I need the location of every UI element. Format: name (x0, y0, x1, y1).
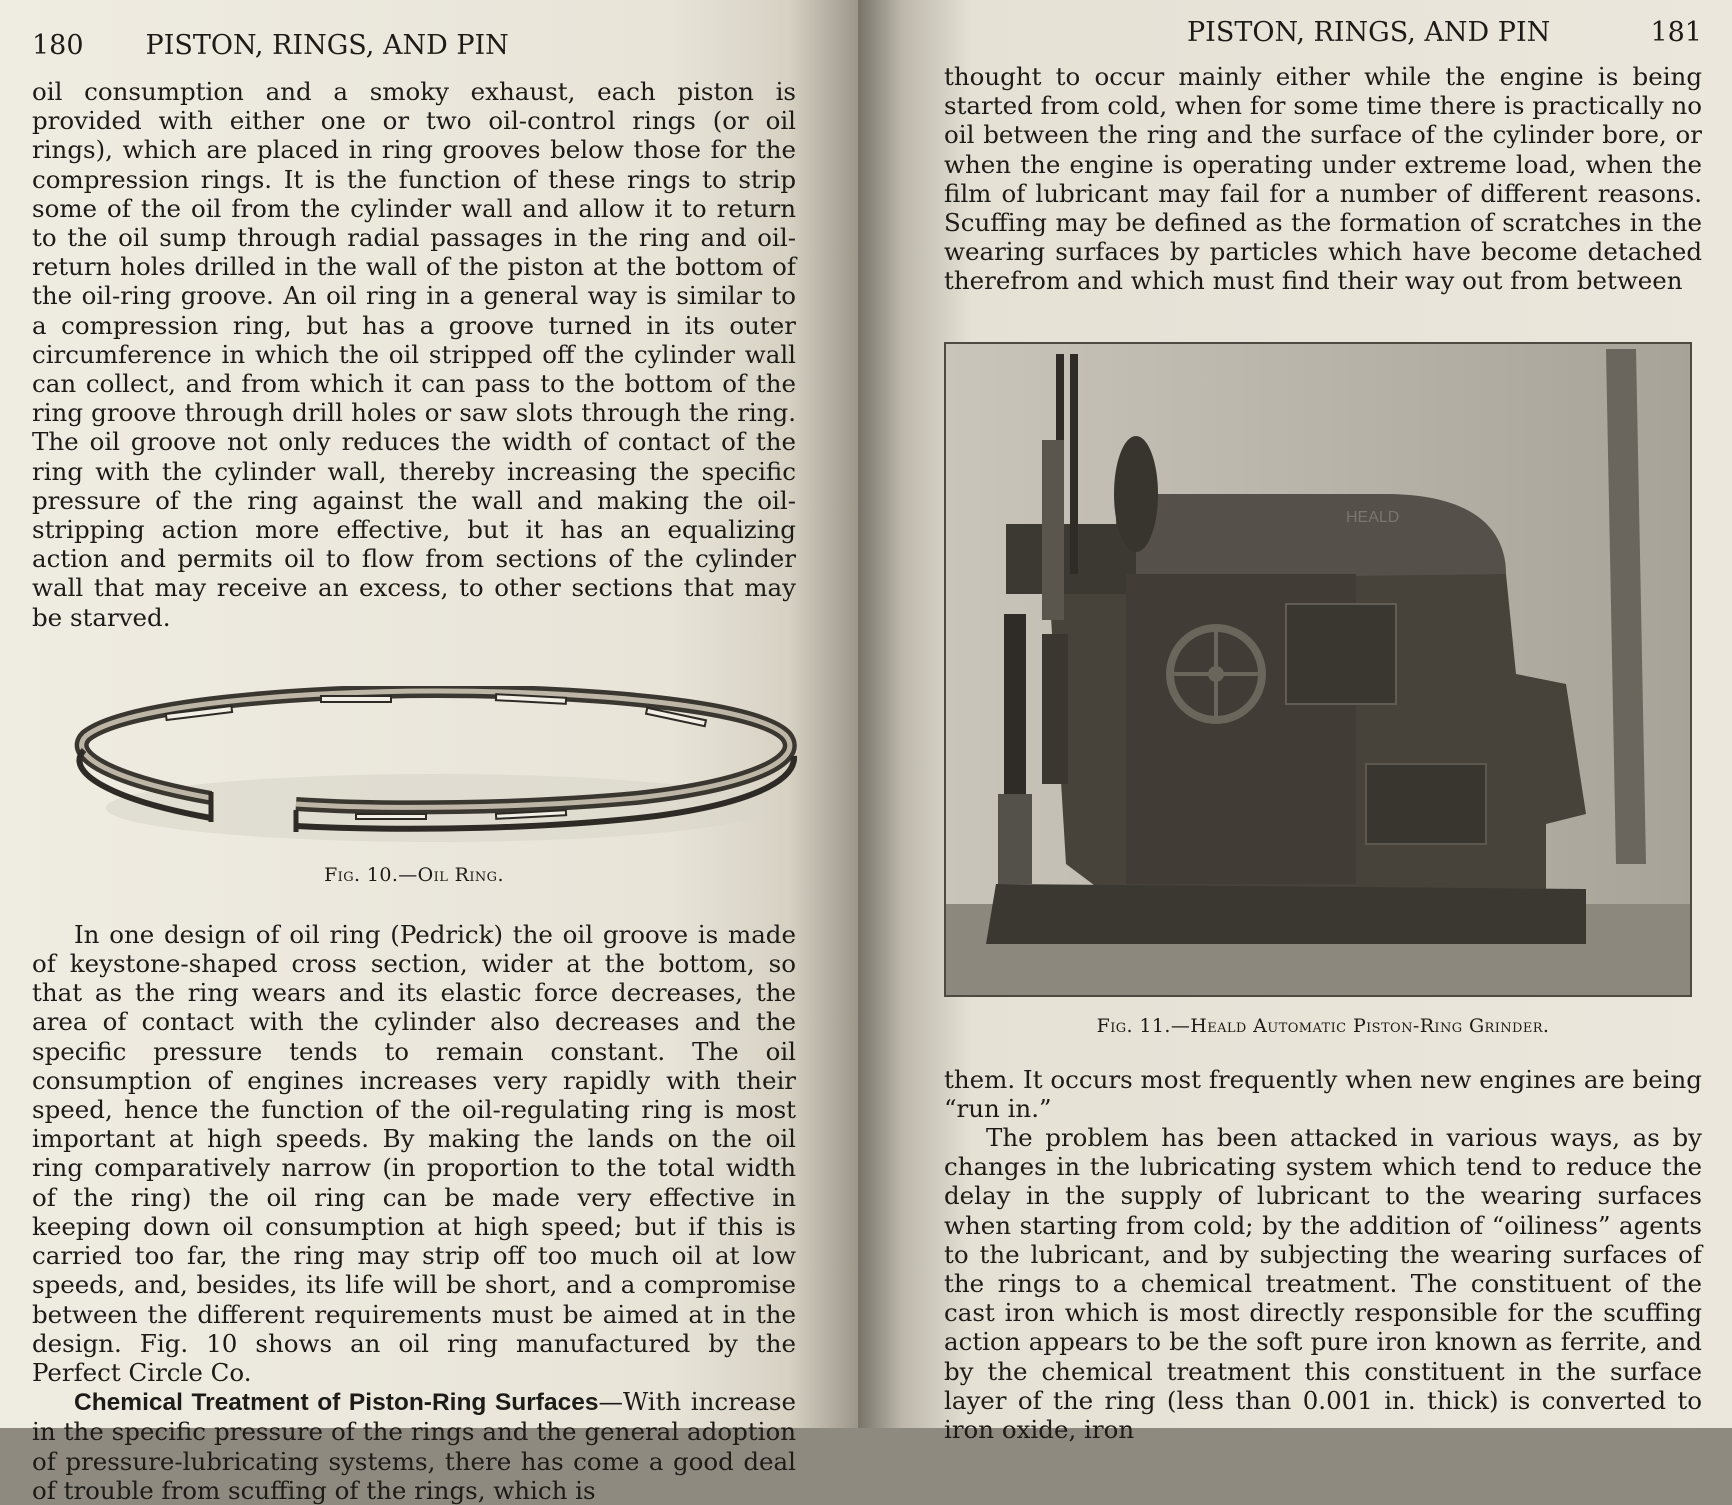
fig-11-caption: Fig. 11.—Heald Automatic Piston-Ring Grinder. (1096, 1014, 1550, 1037)
left-paragraph-3-text: —With increase in the specific pressure of the rings and the general adoption of pressure-lubricating systems, there has come a good deal of trouble from scuffing of the rings, which is (32, 1387, 796, 1505)
fig-10-caption: Fig. 10.—Oil Ring. (324, 863, 504, 886)
left-running-head (32, 30, 796, 61)
right-paragraph-3: The problem has been attacked in various ways, as by changes in the lubricating system which tend to reduce the delay in the supply of lubricant to the wearing surfaces when starting from cold; by the addition of “oiliness” agents to the lubricant, and by subjecting the wearing surfaces of the rings to a chemical treatment. The constituent of the cast iron which is most directly responsible for the scuffing action appears to be the soft pure iron known as ferrite, and by the chemical treatment this constituent in the surface layer of the ring (less than 0.001 in. thick) is converted to iron oxide, iron (944, 1123, 1702, 1445)
nameplate-text: HEALD (1346, 508, 1400, 526)
right-page (858, 0, 1732, 1445)
left-paragraph-3 (32, 1387, 796, 1505)
right-running-title: PISTON, RINGS, AND PIN (1187, 17, 1551, 48)
right-paragraph-1: thought to occur mainly either while the engine is being started from cold, when for some time there is practically no oil between the ring and the surface of the cylinder bore, or when the engine is operating under extreme load, when the film of lubricant may fail for a number of different reasons. Scuffing may be defined as the formation of scratches in the wearing surfaces by particles which have become detached therefrom and which must find their way out from between (944, 62, 1702, 296)
left-page-number: 180 (32, 30, 84, 61)
grinder-photo (944, 342, 1692, 997)
left-paragraph-2: In one design of oil ring (Pedrick) the oil groove is made of keystone-shaped cross section, wider at the bottom, so that as the ring wears and its elastic force decreases, the area of contact with the cylinder also decreases and the specific pressure tends to remain constant. The oil consumption of engines increases very rapidly with their speed, hence the function of the oil-regulating ring is most important at high speeds. By making the lands on the oil ring comparatively narrow (in proportion to the total width of the ring) the oil ring can be made very effective in keeping down oil consumption at high speed; but if this is carried too far, the ring may strip off too much oil at low speeds, and, besides, its life will be short, and a compromise between the different requirements must be aimed at in the design. Fig. 10 shows an oil ring manufactured by the Perfect Circle Co. (32, 919, 796, 1387)
oil-ring-illustration (56, 686, 816, 856)
right-running-head (944, 17, 1702, 48)
right-paragraph-2: them. It occurs most frequently when new engines are being “run in.” (944, 1064, 1702, 1123)
left-paragraph-1: oil consumption and a smoky exhaust, each piston is provided with either one or two oil-control rings (or oil rings), which are placed in ring grooves below those for the compression rings. It is the function of these rings to strip some of the oil from the cylinder wall and allow it to return to the oil sump through radial passages in the ring and oil-return holes drilled in the wall of the piston at the bottom of the oil-ring groove. An oil ring in a general way is similar to a compression ring, but has a groove turned in its outer circumference in which the oil stripped off the cylinder wall can collect, and from which it can pass to the bottom of the ring groove through drill holes or saw slots through the ring. The oil groove not only reduces the width of contact of the ring with the cylinder wall, thereby increasing the specific pressure of the ring against the wall and making the oil-stripping action more effective, but it has an equalizing action and permits oil to flow from sections of the cylinder wall that may receive an excess, to other sections that may be starved. (32, 77, 796, 632)
left-page (0, 0, 858, 1505)
right-page-number: 181 (1650, 17, 1702, 48)
grinder-machine-illustration (946, 344, 1690, 995)
left-running-title: PISTON, RINGS, AND PIN (145, 30, 509, 61)
section-heading: Chemical Treatment of Piston-Ring Surfaces (74, 1389, 599, 1417)
